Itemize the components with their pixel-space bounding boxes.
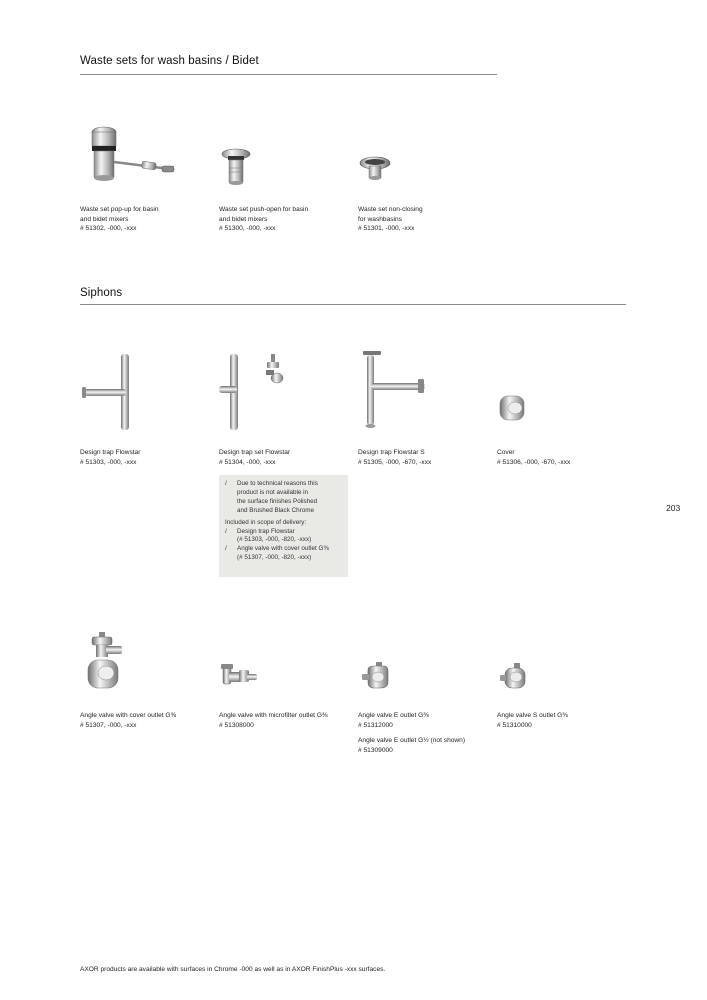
note-text: and Brushed Black Chrome	[237, 506, 315, 514]
push-open-waste-icon	[219, 148, 253, 191]
design-trap-set-icon	[219, 352, 291, 437]
cover-icon	[497, 393, 531, 430]
note-text: Design trap Flowstar	[237, 527, 295, 535]
product-cover	[497, 448, 627, 467]
product-number: # 51306, -000, -670, -xxx	[497, 458, 571, 466]
angle-valve-cover-icon	[82, 632, 126, 697]
note-text: the surface finishes Polished	[237, 497, 318, 505]
product-number: # 51300, -000, -xxx	[219, 225, 276, 232]
note-text: (# 51303, -000, -820, -xxx)	[237, 536, 312, 544]
footer-note: AXOR products are available with surfaces in Chrome -000 as well as in AXOR FinishPlus -xxx surfaces.	[80, 966, 386, 973]
product-name: and bidet mixers	[219, 215, 268, 223]
design-trap-icon	[80, 352, 152, 437]
product-number: # 51310000	[497, 721, 532, 729]
product-name: Angle valve with cover outlet G⅜	[80, 712, 177, 719]
product-number: # 51307, -000, -xxx	[80, 721, 137, 729]
product-number: # 51305, -000, -670, -xxx	[358, 458, 432, 466]
section-title-siphons: Siphons	[80, 287, 123, 299]
product-name: for washbasins	[358, 215, 402, 223]
note-box	[219, 475, 348, 577]
product-name: Angle valve E outlet G⅜	[358, 712, 429, 719]
product-waste-non-closing	[358, 205, 488, 234]
product-design-trap-s	[358, 448, 488, 467]
note-scope-title: Included in scope of delivery:	[225, 518, 307, 526]
slash-bullet-icon: /	[225, 527, 227, 535]
design-trap-s-icon	[358, 347, 430, 436]
product-number: # 51304, -000, -xxx	[219, 458, 276, 466]
product-name: and bidet mixers	[80, 215, 129, 223]
slash-bullet-icon: /	[225, 545, 227, 553]
popup-waste-icon	[82, 124, 182, 191]
product-name: Cover	[497, 449, 515, 456]
slash-bullet-icon: /	[225, 480, 227, 487]
angle-valve-e-icon	[362, 660, 392, 697]
product-name: Angle valve with microfilter outlet G⅜	[219, 712, 328, 719]
product-name: Waste set non-closing	[358, 206, 423, 213]
product-design-trap-set	[219, 448, 349, 467]
product-name: Angle valve E outlet G½ (not shown)	[358, 737, 466, 744]
product-name: Design trap Flowstar S	[358, 449, 425, 456]
product-angle-valve-microfilter	[219, 711, 357, 730]
page-number: 203	[666, 503, 681, 513]
product-design-trap	[80, 448, 210, 467]
note-text: Due to technical reasons this	[237, 480, 318, 487]
section-title-waste-sets: Waste sets for wash basins / Bidet	[80, 55, 259, 67]
note-text: Angle valve with cover outlet G⅜	[237, 545, 329, 553]
angle-valve-microfilter-icon	[219, 660, 259, 693]
section-divider	[80, 74, 497, 75]
note-text: (# 51307, -000, -820, -xxx)	[237, 554, 312, 562]
note-text: product is not available in	[237, 488, 309, 496]
product-waste-push-open	[219, 205, 349, 234]
product-angle-valve-cover	[80, 711, 218, 730]
product-number: # 51301, -000, -xxx	[358, 225, 415, 232]
product-angle-valve-s	[497, 711, 635, 730]
product-number: # 51308000	[219, 721, 254, 729]
product-number: # 51309000	[358, 746, 393, 754]
product-number: # 51303, -000, -xxx	[80, 458, 137, 466]
product-name: Waste set pop-up for basin	[80, 206, 159, 213]
product-name: Design trap set Flowstar	[219, 449, 291, 456]
product-angle-valve-e	[358, 711, 496, 755]
product-name: Waste set push-open for basin	[219, 206, 309, 213]
product-name: Design trap Flowstar	[80, 449, 141, 456]
product-waste-popup	[80, 205, 210, 234]
section-divider	[80, 304, 626, 305]
product-number: # 51312000	[358, 721, 393, 729]
product-number: # 51302, -000, -xxx	[80, 225, 137, 232]
product-name: Angle valve S outlet G⅜	[497, 712, 568, 719]
non-closing-waste-icon	[358, 155, 392, 188]
angle-valve-s-icon	[500, 662, 530, 697]
